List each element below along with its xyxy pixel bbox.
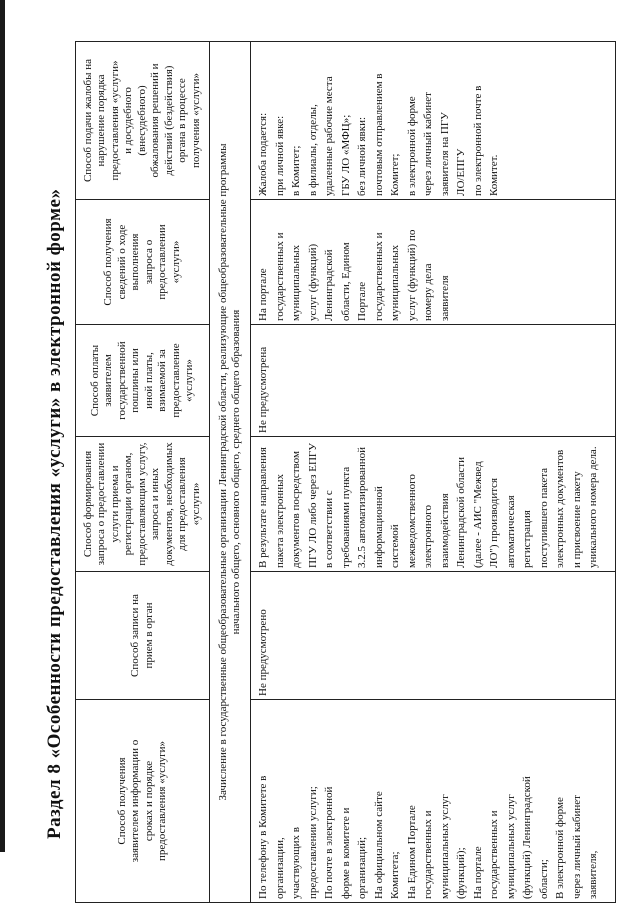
- text-line: и досудебного: [122, 87, 135, 154]
- text-line: Способ формирования: [81, 450, 94, 558]
- text-line: регистрация: [521, 510, 533, 568]
- text-line: Не предусмотрено: [257, 609, 269, 696]
- text-line: «услуги»: [169, 240, 182, 284]
- text-line: через личный кабинет: [422, 92, 434, 196]
- text-line: пошлины или: [129, 348, 141, 413]
- section-row: [210, 42, 251, 903]
- text-line: информационной: [372, 486, 385, 568]
- text-line: ЛО") производится: [488, 477, 500, 568]
- text-line: Способ записи на: [129, 594, 141, 677]
- text-line: области, Едином: [339, 242, 352, 321]
- text-line: электронного: [422, 504, 434, 568]
- text-line: По телефону в Комитете в: [257, 775, 269, 899]
- text-line: Комитет.: [488, 154, 500, 196]
- text-line: ГБУ ЛО «МФЦ»;: [339, 114, 352, 196]
- text-line: Способ получения: [115, 757, 128, 845]
- text-line: прием в орган: [142, 602, 155, 669]
- table-header-row: [76, 42, 210, 903]
- header-appointment-method: [76, 572, 210, 700]
- cell-status-method: [251, 200, 616, 325]
- text-line: удаленные рабочие места: [323, 76, 335, 196]
- text-line: запроса о: [142, 239, 155, 285]
- text-line: в соответствии с: [323, 490, 335, 568]
- header-payment-method: [76, 325, 210, 437]
- text-line: заявителем информации о: [129, 739, 141, 863]
- text-line: «услуги»: [189, 482, 202, 526]
- text-line: (далее - АИС "Межвед: [471, 461, 484, 568]
- text-line: обжалования решений и: [149, 63, 162, 178]
- text-line: заявителя на ПГУ: [438, 112, 451, 196]
- text-line: государственных и: [488, 810, 500, 899]
- text-line: автоматическая: [504, 495, 517, 568]
- header-request-method: [76, 437, 210, 572]
- text-line: На Едином Портале: [405, 805, 418, 899]
- text-line: Способ оплаты: [88, 344, 101, 417]
- text-line: предоставляющим услугу,: [135, 442, 148, 566]
- text-line: получения «услуги»: [189, 73, 202, 168]
- text-line: сроках и порядке: [142, 760, 155, 842]
- text-line: при личной явке:: [273, 115, 286, 196]
- text-line: ЛО/ЕПГУ: [455, 148, 467, 196]
- text-line: уникального номера дела.: [587, 446, 599, 568]
- text-line: услуг (функций): [306, 243, 319, 321]
- text-line: ПГУ ЛО либо через ЕПГУ: [306, 442, 319, 568]
- header-info-method: [76, 700, 210, 903]
- text-line: предоставление: [169, 343, 182, 418]
- text-line: государственных и: [273, 232, 286, 321]
- text-line: Зачисление в государственные общеобразовательные организации Ленинградской области, реализующие общеобразовательные программы: [217, 143, 229, 801]
- text-line: (функций) Ленинградской: [521, 776, 533, 899]
- text-line: Способ подачи жалобы на: [81, 58, 94, 183]
- text-line: услуг (функций) по: [405, 229, 418, 321]
- header-complaint-method: [76, 42, 210, 200]
- text-line: В результате направления: [257, 447, 269, 568]
- cell-info-method: [251, 700, 616, 903]
- text-line: электронных документов: [554, 449, 566, 568]
- text-line: предоставления «услуги»: [156, 741, 168, 861]
- text-line: муниципальных: [389, 244, 401, 321]
- text-line: На официальном сайте: [372, 791, 385, 899]
- text-line: предоставлении: [156, 224, 168, 300]
- text-line: области;: [537, 859, 550, 899]
- text-line: номеру дела: [422, 263, 434, 321]
- text-line: запроса о предоставлении: [95, 442, 108, 566]
- text-line: межведомственного: [405, 474, 418, 568]
- text-line: через личный кабинет: [570, 795, 583, 899]
- text-line: системой: [389, 524, 401, 568]
- section-title: Раздел 8 «Особенности предоставления «услуги» в электронной форме»: [44, 188, 65, 839]
- text-line: заявителем: [102, 354, 114, 407]
- text-line: иной платы,: [142, 352, 155, 409]
- text-line: предоставлении услуги;: [306, 786, 319, 899]
- text-line: муниципальных услуг: [438, 794, 451, 899]
- text-line: взимаемой за: [156, 349, 168, 412]
- text-line: требованиями пункта: [339, 466, 352, 568]
- text-line: заявителя: [438, 275, 451, 321]
- text-line: почтовым отправлением в: [372, 73, 385, 196]
- text-line: На портале: [257, 268, 269, 321]
- text-line: взаимодействия: [438, 493, 451, 568]
- text-line: муниципальных услуг: [504, 794, 517, 899]
- text-line: в филиалы, отделы,: [306, 104, 319, 196]
- text-line: поступившего пакета: [537, 467, 550, 568]
- section-row-label: [210, 42, 251, 903]
- text-line: пакета электронных: [273, 474, 286, 568]
- text-line: государственных и: [372, 232, 385, 321]
- text-line: государственной: [115, 341, 128, 420]
- text-line: регистрации органом,: [122, 452, 135, 556]
- text-line: документов посредством: [290, 451, 302, 568]
- text-line: Не предусмотрена: [257, 346, 269, 433]
- text-line: В электронной форме: [554, 797, 566, 899]
- cell-complaint-method: [251, 42, 616, 200]
- text-line: Комитет;: [389, 153, 401, 196]
- text-line: участвующих в: [290, 827, 302, 899]
- text-line: заявителя,: [587, 850, 599, 899]
- text-line: Ленинградской области: [455, 457, 467, 568]
- text-line: в электронной форме: [405, 96, 418, 196]
- header-status-method: [76, 200, 210, 325]
- table-row: [251, 42, 616, 903]
- cell-payment-method: [251, 325, 616, 437]
- text-line: Жалоба подается:: [257, 112, 269, 196]
- text-line: запроса и иных: [149, 467, 162, 541]
- text-line: в Комитет;: [290, 145, 302, 196]
- text-line: муниципальных: [290, 244, 302, 321]
- text-line: органа в процессе: [176, 78, 189, 163]
- text-line: организации,: [273, 837, 286, 899]
- text-line: Комитета;: [389, 851, 401, 899]
- text-line: действий (бездействия): [162, 65, 175, 176]
- text-line: сведений о ходе: [115, 224, 128, 300]
- text-line: «услуги»: [183, 359, 195, 402]
- electronic-services-table: [75, 41, 616, 903]
- text-line: и присвоение пакету: [570, 471, 583, 568]
- text-line: организаций;: [356, 836, 368, 899]
- text-line: Портале: [356, 281, 368, 321]
- text-line: 3.2.5 автоматизированной: [356, 446, 368, 568]
- text-line: услуги приема и: [108, 465, 121, 543]
- text-line: (функций);: [455, 847, 467, 899]
- text-line: государственных и: [422, 810, 434, 899]
- text-line: для предоставления: [176, 457, 189, 551]
- text-line: предоставления «услуги»: [108, 60, 121, 181]
- text-line: Способ получения: [102, 218, 114, 306]
- text-line: форме в комитете и: [339, 807, 352, 899]
- text-line: нарушение порядка: [95, 74, 108, 167]
- cell-appointment-method: [251, 572, 616, 700]
- text-line: (внесудебного): [135, 85, 148, 156]
- text-line: выполнения: [129, 233, 141, 291]
- text-line: по электронной почте в: [471, 85, 484, 196]
- text-line: документов, необходимых: [162, 442, 175, 566]
- text-line: На портале: [471, 846, 484, 899]
- text-line: Ленинградской: [323, 249, 335, 321]
- text-line: без личной явки:: [356, 116, 368, 196]
- text-line: По почте в электронной: [323, 786, 335, 899]
- cell-request-method: [251, 437, 616, 572]
- text-line: начального общего, основного общего, среднего общего образования: [230, 309, 242, 635]
